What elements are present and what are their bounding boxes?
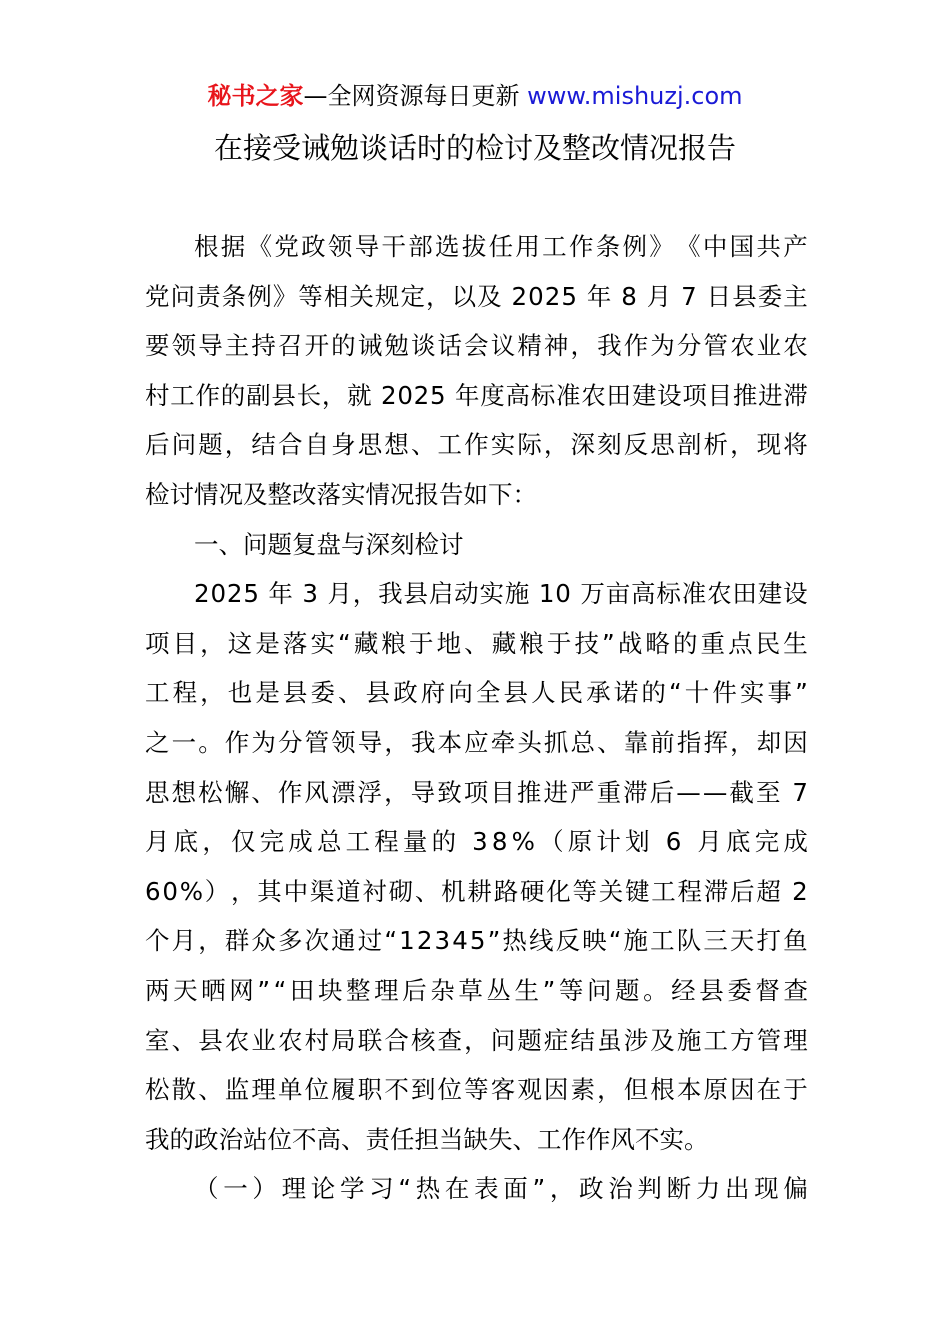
subsection-heading: （ 一 ） 理 论 学 习 “ 热 在 表 面 ” ， 政 治 判 断 力 出 现 偏 (194, 1174, 808, 1204)
paragraph-line: 松 散 、 监 理 单 位 履 职 不 到 位 等 客 观 因 素 ， 但 根 本 原 因 在 于 (145, 1075, 808, 1105)
paragraph-line: 项 目 ， 这 是 落 实 “ 藏 粮 于 地 、 藏 粮 于 技 ” 战 略 的 重 点 民 生 (145, 628, 808, 658)
paragraph-line: 6 0 % ） ， 其 中 渠 道 衬 砌 、 机 耕 路 硬 化 等 关 键 工 程 滞 后 超 2 (145, 876, 808, 906)
paragraph-line: 两 天 晒 网 ” “ 田 块 整 理 后 杂 草 丛 生 ” 等 问 题 。 经 县 委 督 查 (145, 975, 808, 1005)
paragraph-line: 要 领 导 主 持 召 开 的 诫 勉 谈 话 会 议 精 神 ， 我 作 为 分 管 农 业 农 (145, 331, 808, 361)
site-banner (0, 80, 950, 112)
section-heading: 一、问题复盘与深刻检讨 (194, 529, 464, 559)
paragraph-line: 工 程 ， 也 是 县 委 、 县 政 府 向 全 县 人 民 承 诺 的 “ 十 件 实 事 ” (145, 678, 808, 708)
paragraph-line: 之 一 。 作 为 分 管 领 导 ， 我 本 应 牵 头 抓 总 、 靠 前 指 挥 ， 却 因 (145, 727, 808, 757)
paragraph-line: 根 据 《 党 政 领 导 干 部 选 拔 任 用 工 作 条 例 》 《 中 国 共 产 (194, 232, 808, 261)
site-url-link[interactable]: www.mishuzj.com (527, 82, 743, 110)
paragraph-line: 党 问 责 条 例 》 等 相 关 规 定 ， 以 及 2 0 2 5 年 8 月 7 日 县 委 主 (145, 281, 808, 311)
paragraph-line-last: 我的政治站位不高、责任担当缺失、工作作风不实。 (145, 1124, 709, 1154)
document-title: 在接受诫勉谈话时的检讨及整改情况报告 (213, 131, 736, 165)
paragraph-line: 后 问 题 ， 结 合 自 身 思 想 、 工 作 实 际 ， 深 刻 反 思 剖 析 ， 现 将 (145, 430, 808, 460)
paragraph-line: 村 工 作 的 副 县 长 ， 就 2 0 2 5 年 度 高 标 准 农 田 建 设 项 目 推 进 滞 (145, 380, 808, 410)
paragraph-line: 月 底 ， 仅 完 成 总 工 程 量 的 3 8 % （ 原 计 划 6 月 底 完 成 (145, 827, 808, 857)
document-body (145, 222, 808, 1214)
paragraph-line: 室 、 县 农 业 农 村 局 联 合 核 查 ， 问 题 症 结 虽 涉 及 施 工 方 管 理 (145, 1025, 808, 1055)
paragraph-line: 个 月 ， 群 众 多 次 通 过 “ 1 2 3 4 5 ” 热 线 反 映 “ 施 工 队 三 天 打 鱼 (145, 926, 808, 956)
paragraph-line-last: 检讨情况及整改落实情况报告如下： (145, 479, 537, 509)
paragraph-line: 思 想 松 懈 、 作 风 漂 浮 ， 导 致 项 目 推 进 严 重 滞 后 — — 截 至 7 (145, 777, 808, 807)
paragraph-line: 2 0 2 5 年 3 月 ， 我 县 启 动 实 施 1 0 万 亩 高 标 准 农 田 建 设 (194, 579, 808, 609)
site-tagline: —全网资源每日更新 (303, 82, 528, 110)
site-brand: 秘书之家 (207, 82, 304, 110)
